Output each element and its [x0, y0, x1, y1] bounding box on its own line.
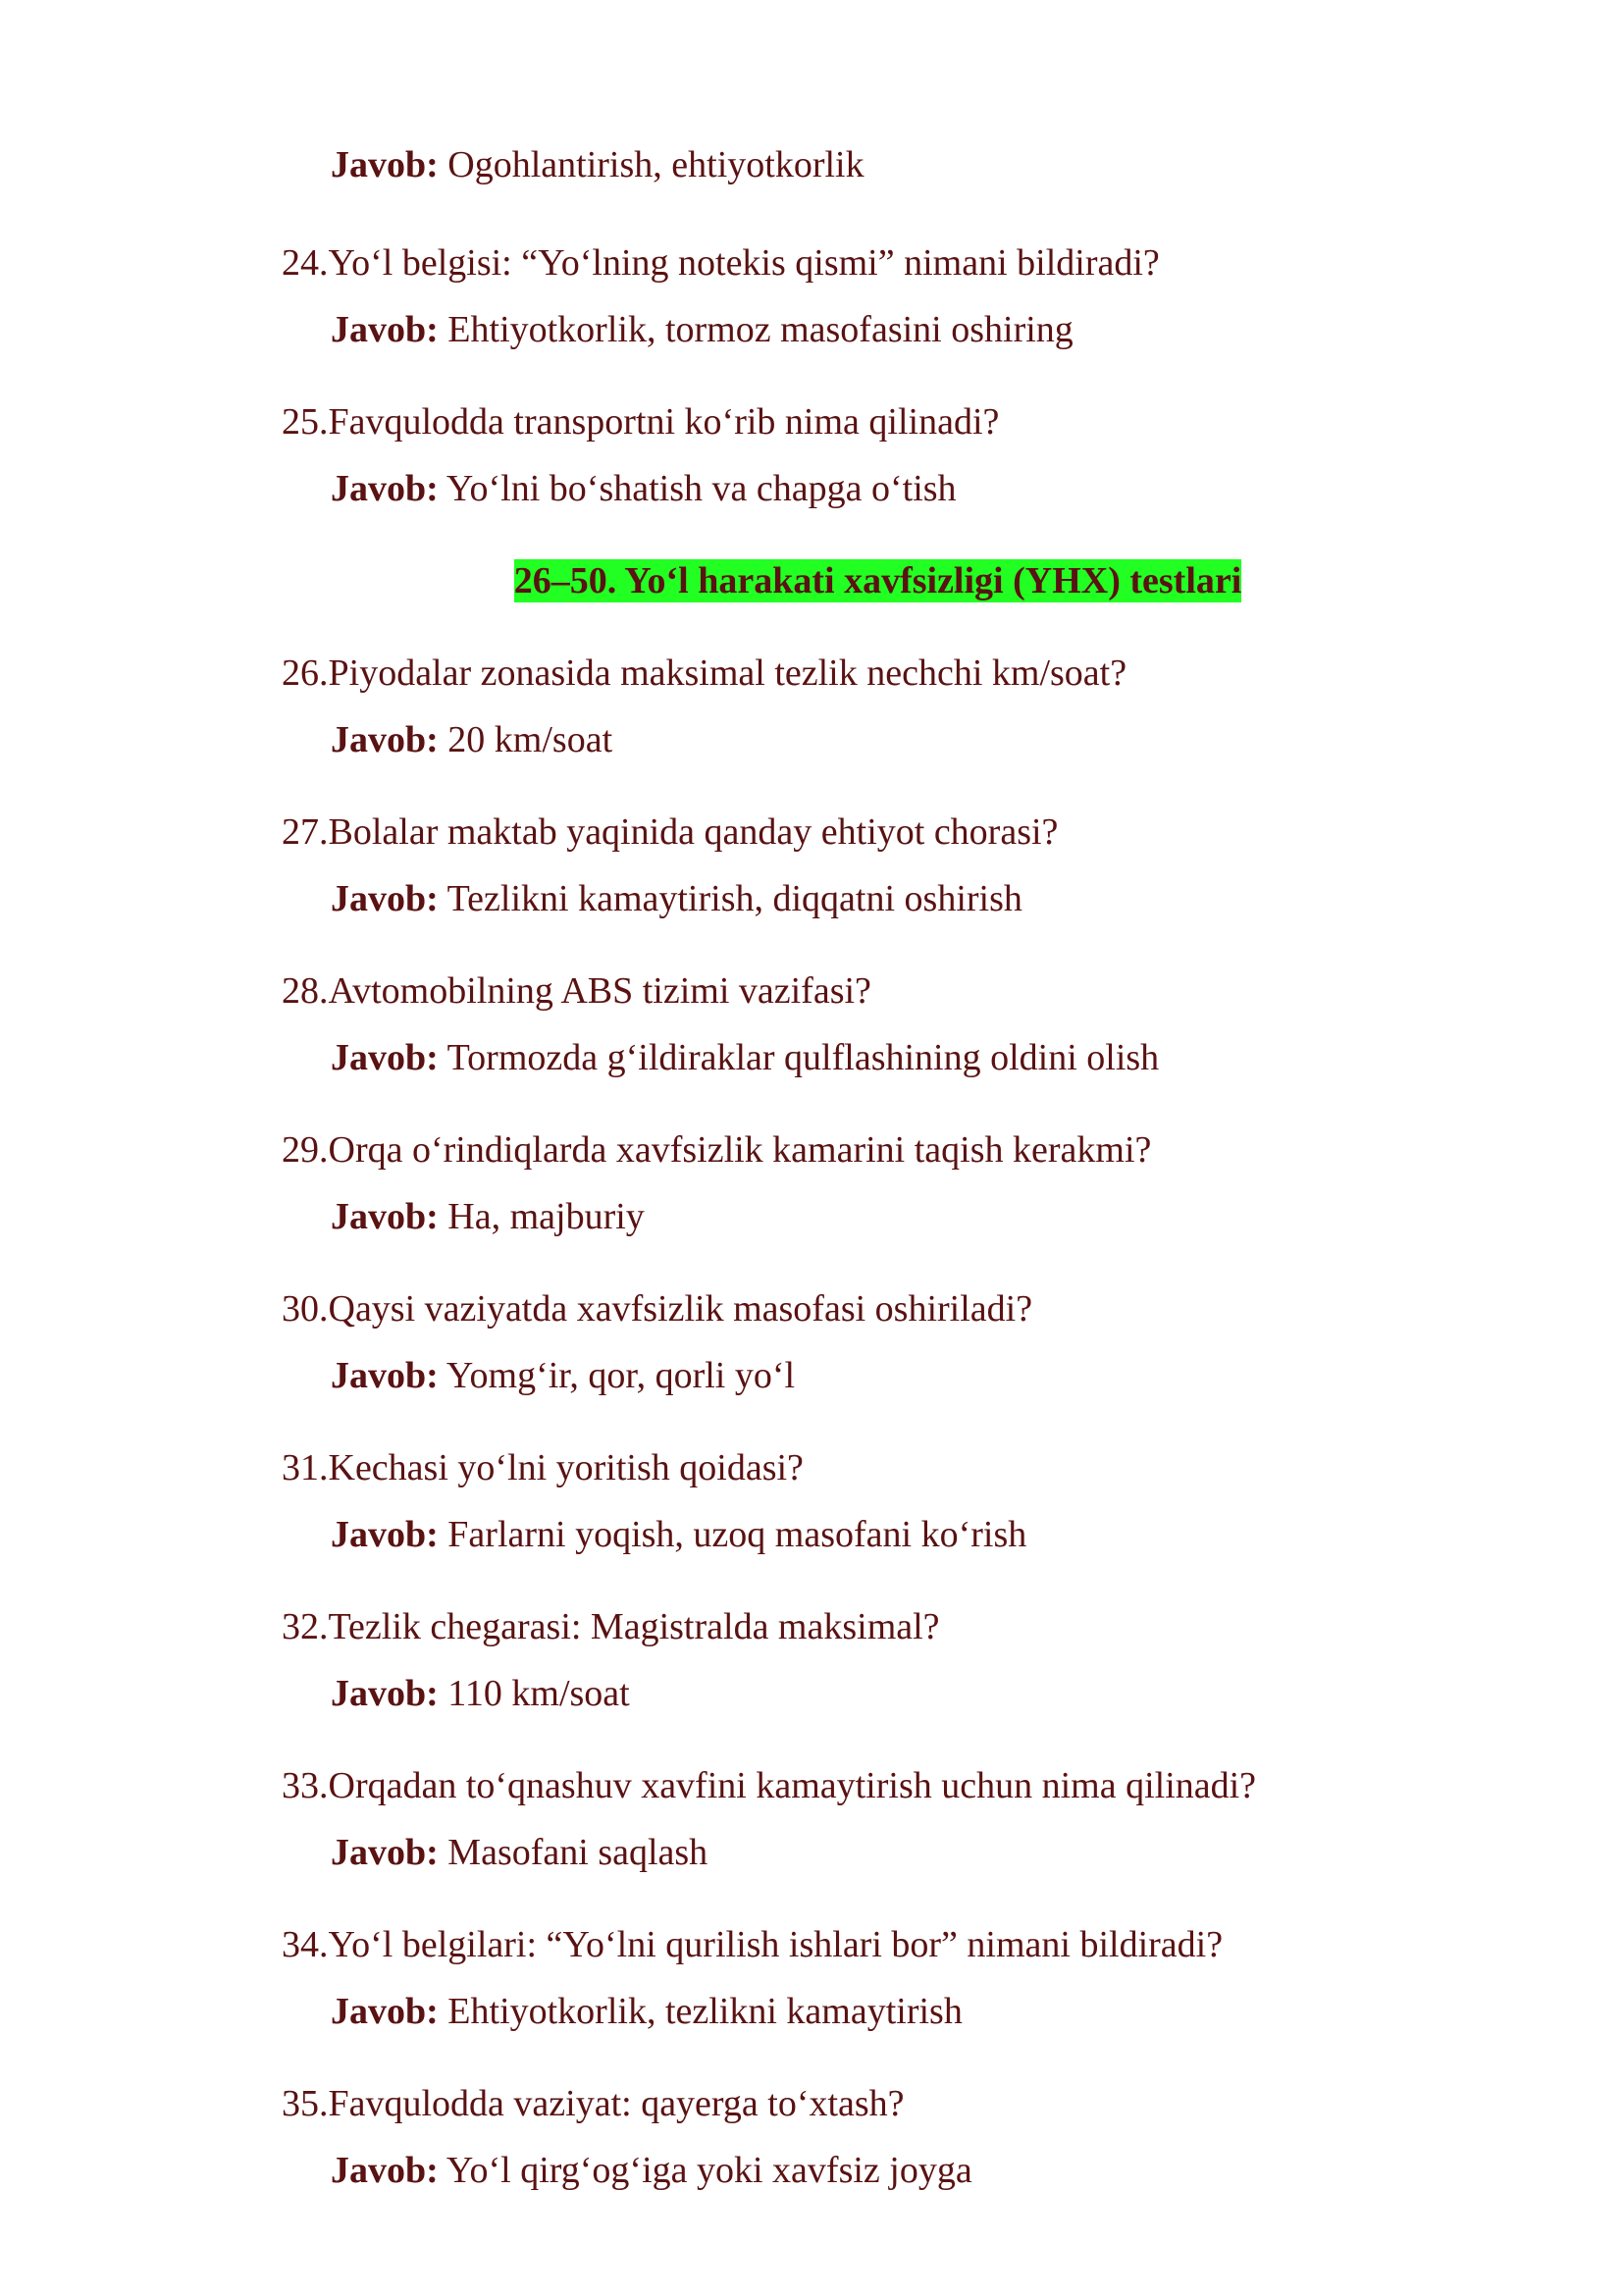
section-heading-text: 26–50. Yo‘l harakati xavfsizligi (YHX) testlari: [513, 560, 1242, 601]
question-item: [282, 392, 1557, 518]
answer-text: Tormozda g‘ildiraklar qulflashining oldini olish: [446, 1037, 1160, 1078]
question-number: 28.: [282, 970, 329, 1012]
question-number: 29.: [282, 1129, 329, 1171]
question-line: [282, 644, 1557, 703]
answer-line: [282, 300, 1557, 359]
question-text: Yo‘l belgisi: “Yo‘lning notekis qismi” nimani bildiradi?: [328, 242, 1160, 284]
answer-text: Masofani saqlash: [447, 1832, 708, 1873]
answer-line: [282, 869, 1557, 928]
question-line: [282, 1915, 1557, 1974]
answer-text: 20 km/soat: [447, 719, 613, 760]
answer-line: [282, 2141, 1557, 2200]
question-line: [282, 392, 1557, 451]
question-number: 34.: [282, 1924, 329, 1965]
question-item: [282, 1279, 1557, 1405]
question-list: [282, 234, 1557, 2233]
answer-line: [282, 459, 1557, 518]
answer-line: [282, 1028, 1557, 1087]
question-line: [282, 1756, 1557, 1815]
answer-text: Ehtiyotkorlik, tezlikni kamaytirish: [447, 1991, 963, 2032]
question-text: Tezlik chegarasi: Magistralda maksimal?: [328, 1606, 940, 1647]
question-text: Qaysi vaziyatda xavfsizlik masofasi oshiriladi?: [328, 1288, 1033, 1330]
answer-line: [282, 1664, 1557, 1723]
question-number: 26.: [282, 652, 329, 694]
question-line: [282, 1279, 1557, 1338]
question-item: [282, 962, 1557, 1087]
answer-label: Javob:: [331, 1991, 439, 2032]
question-item: [282, 1597, 1557, 1723]
answer-label: Javob:: [331, 719, 439, 760]
answer-text: Farlarni yoqish, uzoq masofani ko‘rish: [447, 1514, 1027, 1555]
answer-line: [282, 1346, 1557, 1405]
answer-label: Javob:: [331, 1673, 439, 1714]
answer-text: Yo‘l qirg‘og‘iga yoki xavfsiz joyga: [445, 2150, 972, 2191]
question-number: 33.: [282, 1765, 329, 1806]
answer-label: Javob:: [331, 1037, 439, 1078]
question-line: [282, 962, 1557, 1020]
question-item: [282, 234, 1557, 359]
question-number: 30.: [282, 1288, 329, 1330]
question-line: [282, 234, 1557, 292]
question-number: 27.: [282, 811, 329, 853]
answer-label: Javob:: [331, 878, 439, 919]
answer-label: Javob:: [331, 1355, 439, 1396]
answer-label: Javob:: [331, 2150, 439, 2191]
answer-line: [282, 1823, 1557, 1882]
question-text: Piyodalar zonasida maksimal tezlik nechchi km/soat?: [328, 652, 1127, 694]
question-text: Kechasi yo‘lni yoritish qoidasi?: [328, 1447, 804, 1488]
answer-line: [282, 1187, 1557, 1246]
question-number: 25.: [282, 401, 329, 443]
question-item: [282, 644, 1557, 769]
question-line: [282, 1438, 1557, 1497]
answer-text: Yomg‘ir, qor, qorli yo‘l: [445, 1355, 796, 1396]
question-line: [282, 803, 1557, 861]
question-item: [282, 1121, 1557, 1246]
answer-line: [331, 135, 864, 194]
question-item: [282, 1438, 1557, 1564]
question-number: 32.: [282, 1606, 329, 1647]
answer-label: Javob:: [331, 144, 439, 185]
question-number: 24.: [282, 242, 329, 284]
answer-text: Ogohlantirish, ehtiyotkorlik: [447, 144, 864, 185]
question-text: Bolalar maktab yaqinida qanday ehtiyot chorasi?: [328, 811, 1059, 853]
answer-label: Javob:: [331, 468, 439, 509]
question-line: [282, 2074, 1557, 2133]
question-item: [282, 803, 1557, 928]
answer-line: [282, 1982, 1557, 2041]
section-heading: [282, 551, 1474, 610]
question-number: 31.: [282, 1447, 329, 1488]
answer-label: Javob:: [331, 1832, 439, 1873]
answer-label: Javob:: [331, 1196, 439, 1237]
answer-label: Javob:: [331, 309, 439, 350]
question-text: Orqa o‘rindiqlarda xavfsizlik kamarini taqish kerakmi?: [328, 1129, 1152, 1171]
question-text: Orqadan to‘qnashuv xavfini kamaytirish uchun nima qilinadi?: [328, 1765, 1257, 1806]
question-text: Favqulodda vaziyat: qayerga to‘xtash?: [328, 2083, 905, 2124]
question-text: Avtomobilning ABS tizimi vazifasi?: [328, 970, 871, 1012]
question-line: [282, 1597, 1557, 1656]
answer-line: [282, 710, 1557, 769]
question-item: [282, 2074, 1557, 2200]
answer-text: Yo‘lni bo‘shatish va chapga o‘tish: [445, 468, 957, 509]
answer-line: [282, 1505, 1557, 1564]
answer-text: Ehtiyotkorlik, tormoz masofasini oshiring: [447, 309, 1074, 350]
question-text: Yo‘l belgilari: “Yo‘lni qurilish ishlari bor” nimani bildiradi?: [328, 1924, 1224, 1965]
question-item: [282, 1756, 1557, 1882]
question-line: [282, 1121, 1557, 1179]
question-text: Favqulodda transportni ko‘rib nima qilinadi?: [328, 401, 1000, 443]
answer-text: Tezlikni kamaytirish, diqqatni oshirish: [446, 878, 1022, 919]
question-number: 35.: [282, 2083, 329, 2124]
answer-text: Ha, majburiy: [447, 1196, 645, 1237]
question-item: [282, 1915, 1557, 2041]
answer-text: 110 km/soat: [447, 1673, 630, 1714]
answer-label: Javob:: [331, 1514, 439, 1555]
